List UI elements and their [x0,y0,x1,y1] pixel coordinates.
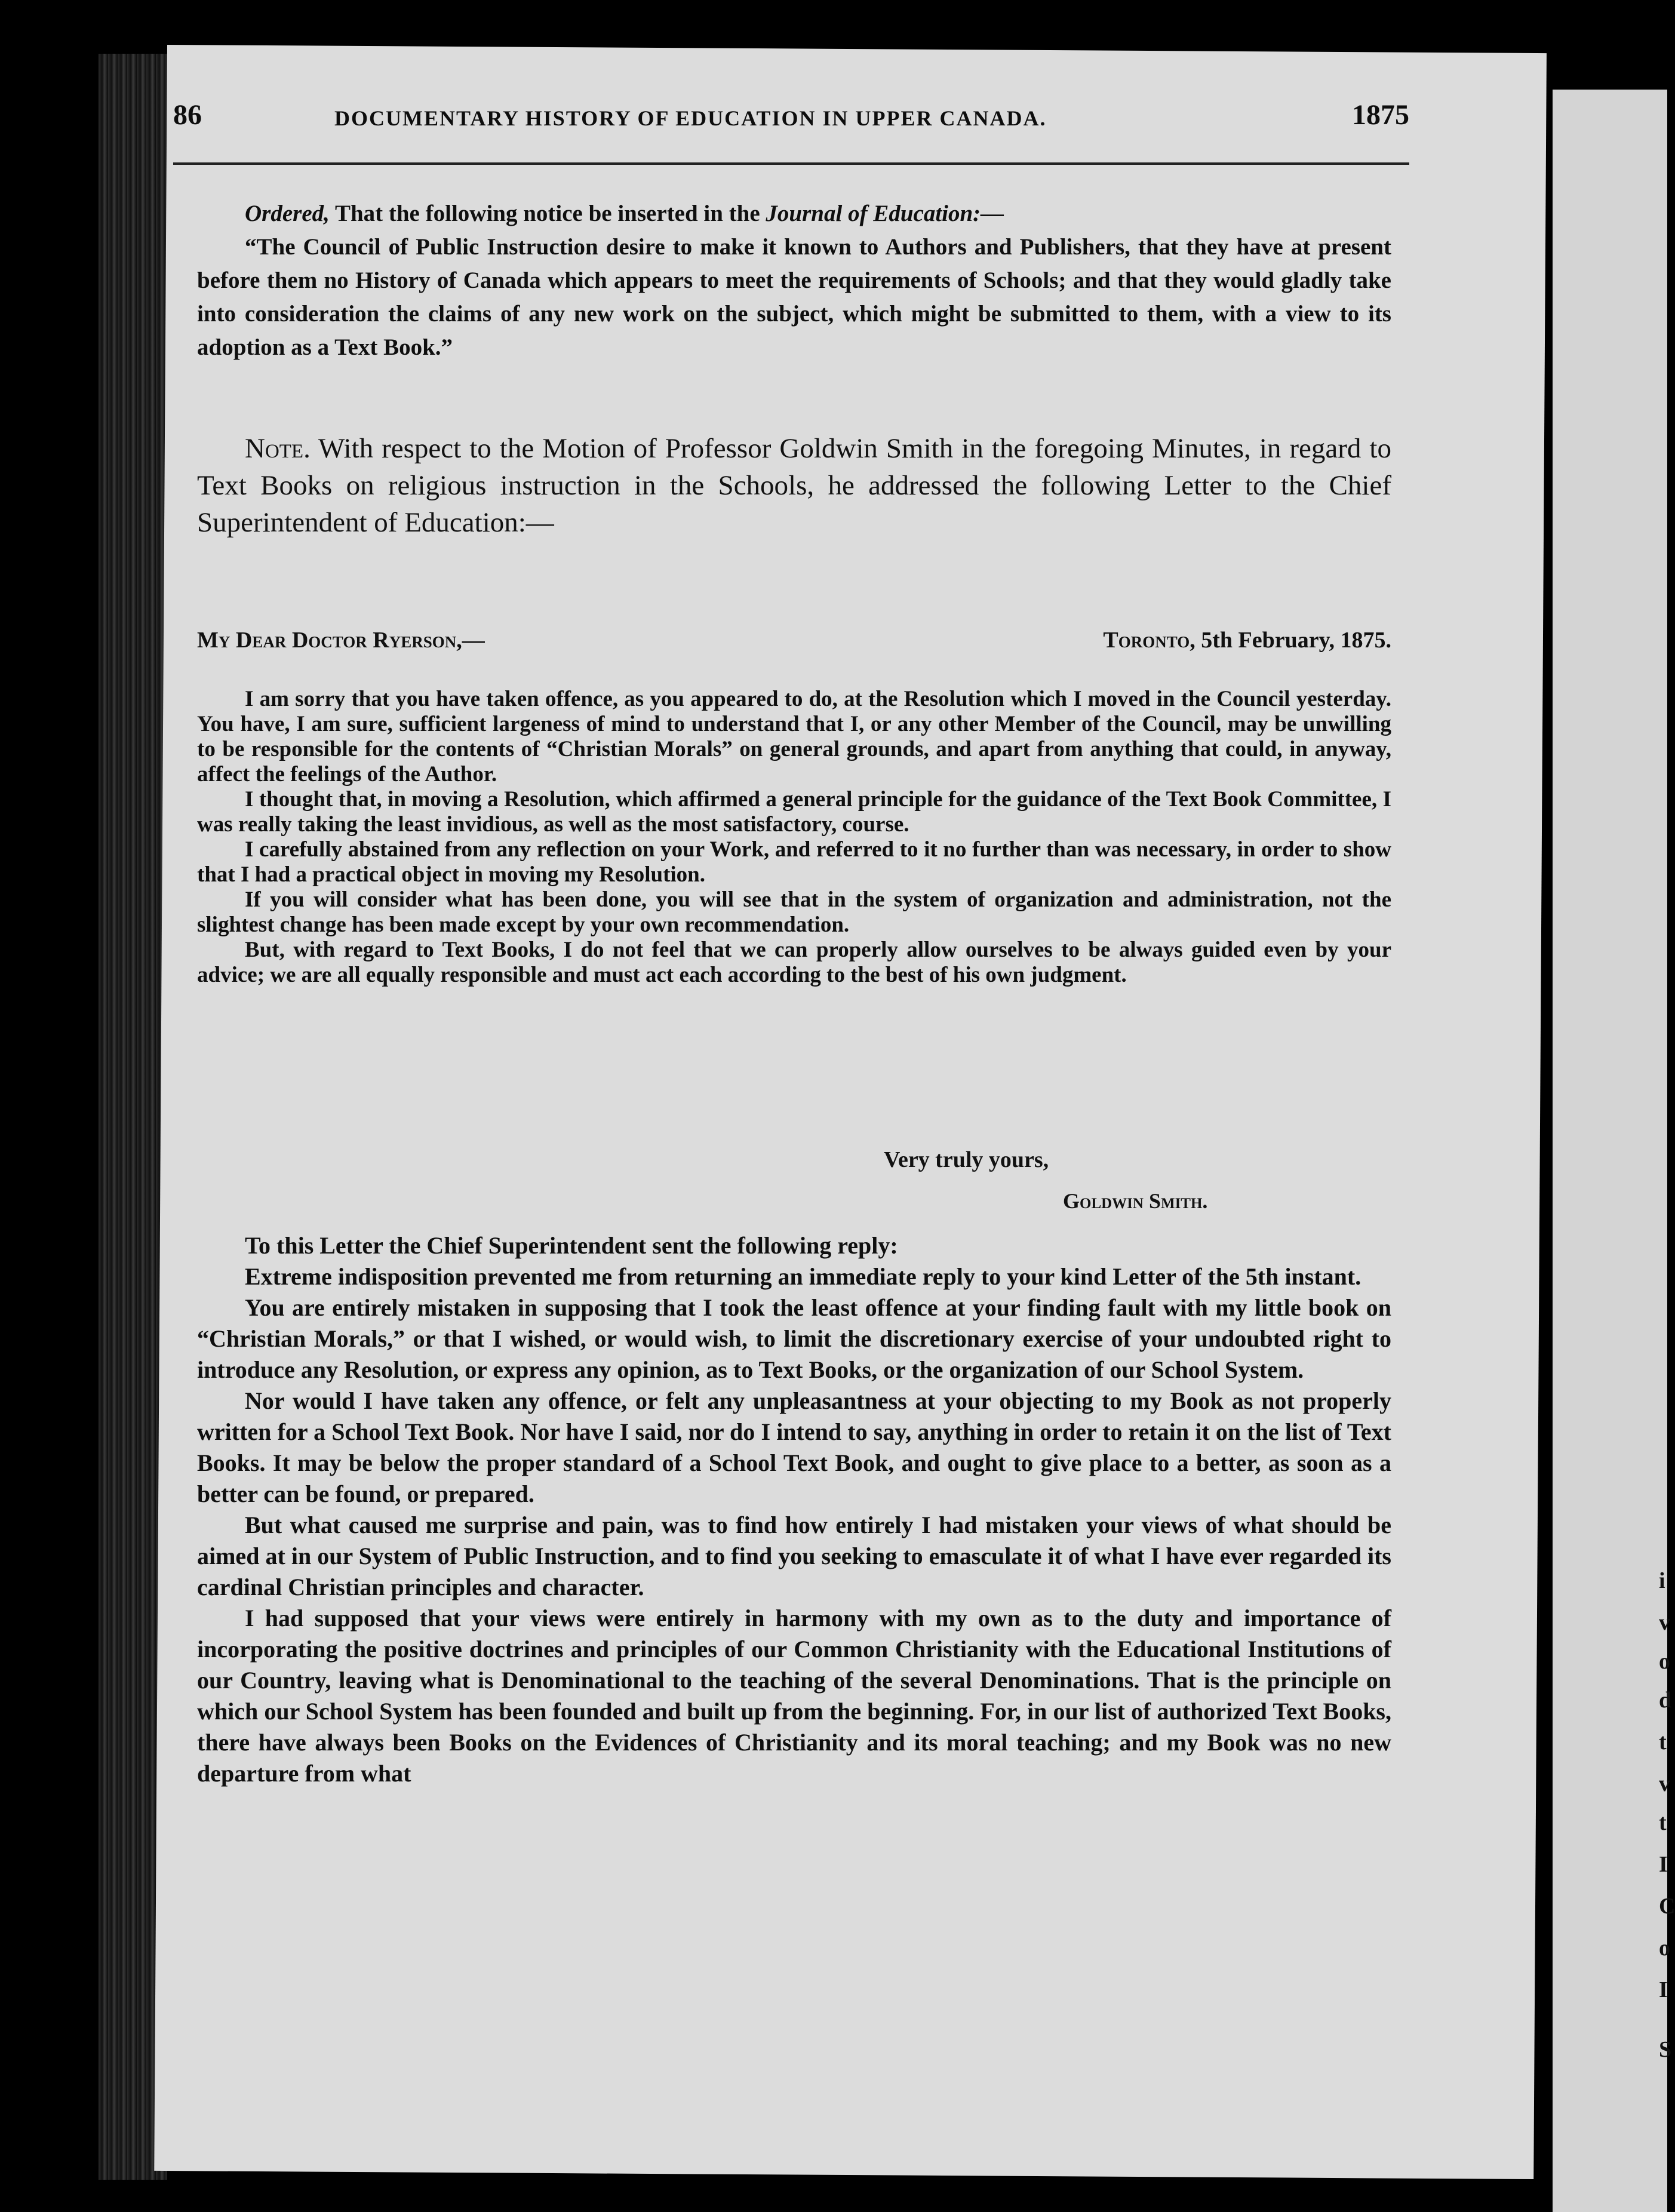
letter-closing: Very truly yours, [884,1147,1049,1172]
adjacent-page-edge [1553,90,1675,2212]
running-head [173,99,1409,146]
letter-heading [197,627,1391,663]
letter-date: 5th February, 1875. [1201,628,1391,653]
reply-paragraph: To this Letter the Chief Superintendent sent the following reply: [245,1232,898,1259]
page-number: 86 [173,99,202,131]
adjacent-page-fragment: t [1659,1810,1667,1835]
notice-journal-name: Journal of Education:— [766,201,1004,226]
book-page [154,45,1547,2179]
note-paragraph [197,430,1391,541]
adjacent-page-fragment: v [1659,1771,1670,1796]
letter-paragraph: I thought that, in moving a Resolution, which affirmed a general principle for the guidance of the Text Book Committee, I was really taking the least invidious, as well as the most satisfactory, course. [197,787,1391,837]
reply-paragraph: Extreme indisposition prevented me from returning an immediate reply to your kind Letter of the 5th instant. [245,1263,1361,1290]
letter-signature: Goldwin Smith. [1063,1189,1208,1213]
reply-paragraph: But what caused me surprise and pain, was to find how entirely I had mistaken your views of what should be aimed at in our System of Public Instruction, and to find you seeking to emasculate it of what I have ever regarded its cardinal Christian principles and character. [197,1511,1391,1600]
notice-body: “The Council of Public Instruction desire to make it known to Authors and Publishers, that they have at present before them no History of Canada which appears to meet the requirements of Schools; and that they would gladly take into consideration the claims of any new work on the subject, which might be submitted to them, with a view to its adoption as a Text Book.” [197,234,1391,360]
adjacent-page-fragment: t [1659,1729,1667,1755]
adjacent-page-fragment: o [1659,1649,1670,1674]
reply-paragraph: I had supposed that your views were entirely in harmony with my own as to the duty and importance of incorporating the positive doctrines and principles of our Common Christianity with the Educational Institutions of our Country, leaving what is Denominational to the teaching of the several Denominations. That is the principle on which our School System has been founded and built up from the beginning. For, in our list of authorized Text Books, there have always been Books on the Evidences of Christianity and its moral teaching; and my Book was no new departure from what [197,1605,1391,1787]
reply-paragraph: Nor would I have taken any offence, or felt any unpleasantness at your objecting to my Book as not properly written for a School Text Book. Nor have I said, nor do I intend to say, anything in order to retain it on the list of Text Books. It may be below the proper standard of a School Text Book, and ought to give place to a better, as soon as a better can be found, or prepared. [197,1387,1391,1507]
adjacent-page-fragment: o [1659,1936,1670,1961]
running-title: DOCUMENTARY HISTORY OF EDUCATION IN UPPER CANADA. [334,106,1047,130]
adjacent-page-fragment: i [1659,1568,1665,1593]
reply-paragraph: You are entirely mistaken in supposing that I took the least offence at your finding fault with my little book on “Christian Morals,” or that I wished, or would wish, to limit the discretionary exercise of your undoubted right to introduce any Resolution, or express any opinion, as to Text Books, or the organization of our School System. [197,1294,1391,1383]
letter-salutation: My Dear Doctor Ryerson,— [197,628,485,653]
adjacent-page-fragment: d [1659,1688,1672,1713]
adjacent-page-fragment: I [1659,1977,1668,2002]
note-text: With respect to the Motion of Professor Goldwin Smith in the foregoing Minutes, in regard to Text Books on religious instruction in the Schools, he addressed the following Letter to the Chief Superintendent of Education:— [197,433,1391,538]
letter-body [197,687,1391,988]
note-label: Note. [245,433,311,464]
adjacent-page-fragment: C [1659,1894,1675,1919]
letter-paragraph: But, with regard to Text Books, I do not feel that we can properly allow ourselves to be always guided even by your advice; we are all equally responsible and must act each according to the best of his own judgment. [197,938,1391,987]
letter-place: Toronto, [1103,628,1195,653]
adjacent-page-fragment: S [1659,2037,1672,2062]
header-rule [173,162,1409,165]
reply-body [197,1230,1391,1789]
adjacent-page-fragment: v [1659,1610,1670,1635]
running-year: 1875 [1352,99,1409,131]
letter-dateline [1103,627,1391,653]
adjacent-page-fragment: I [1659,1852,1668,1877]
editorial-note [197,430,1391,541]
letter-paragraph: I carefully abstained from any reflection on your Work, and referred to it no further than was necessary, in order to show that I had a practical object in moving my Resolution. [197,837,1391,887]
letter-paragraph: I am sorry that you have taken offence, as you appeared to do, at the Resolution which I moved in the Council yesterday. You have, I am sure, sufficient largeness of mind to understand that I, or any other Member of the Council, may be unwilling to be responsible for the contents of “Christian Morals” on general grounds, and apart from anything that could, in anyway, affect the feelings of the Author. [197,687,1391,787]
notice-lead-italic: Ordered, [245,201,330,226]
journal-notice [197,197,1391,364]
notice-lead-text: That the following notice be inserted in the [334,201,760,226]
letter-paragraph: If you will consider what has been done, you will see that in the system of organization and administration, not the slightest change has been made except by your own recommendation. [197,887,1391,937]
notice-order [197,197,1391,231]
